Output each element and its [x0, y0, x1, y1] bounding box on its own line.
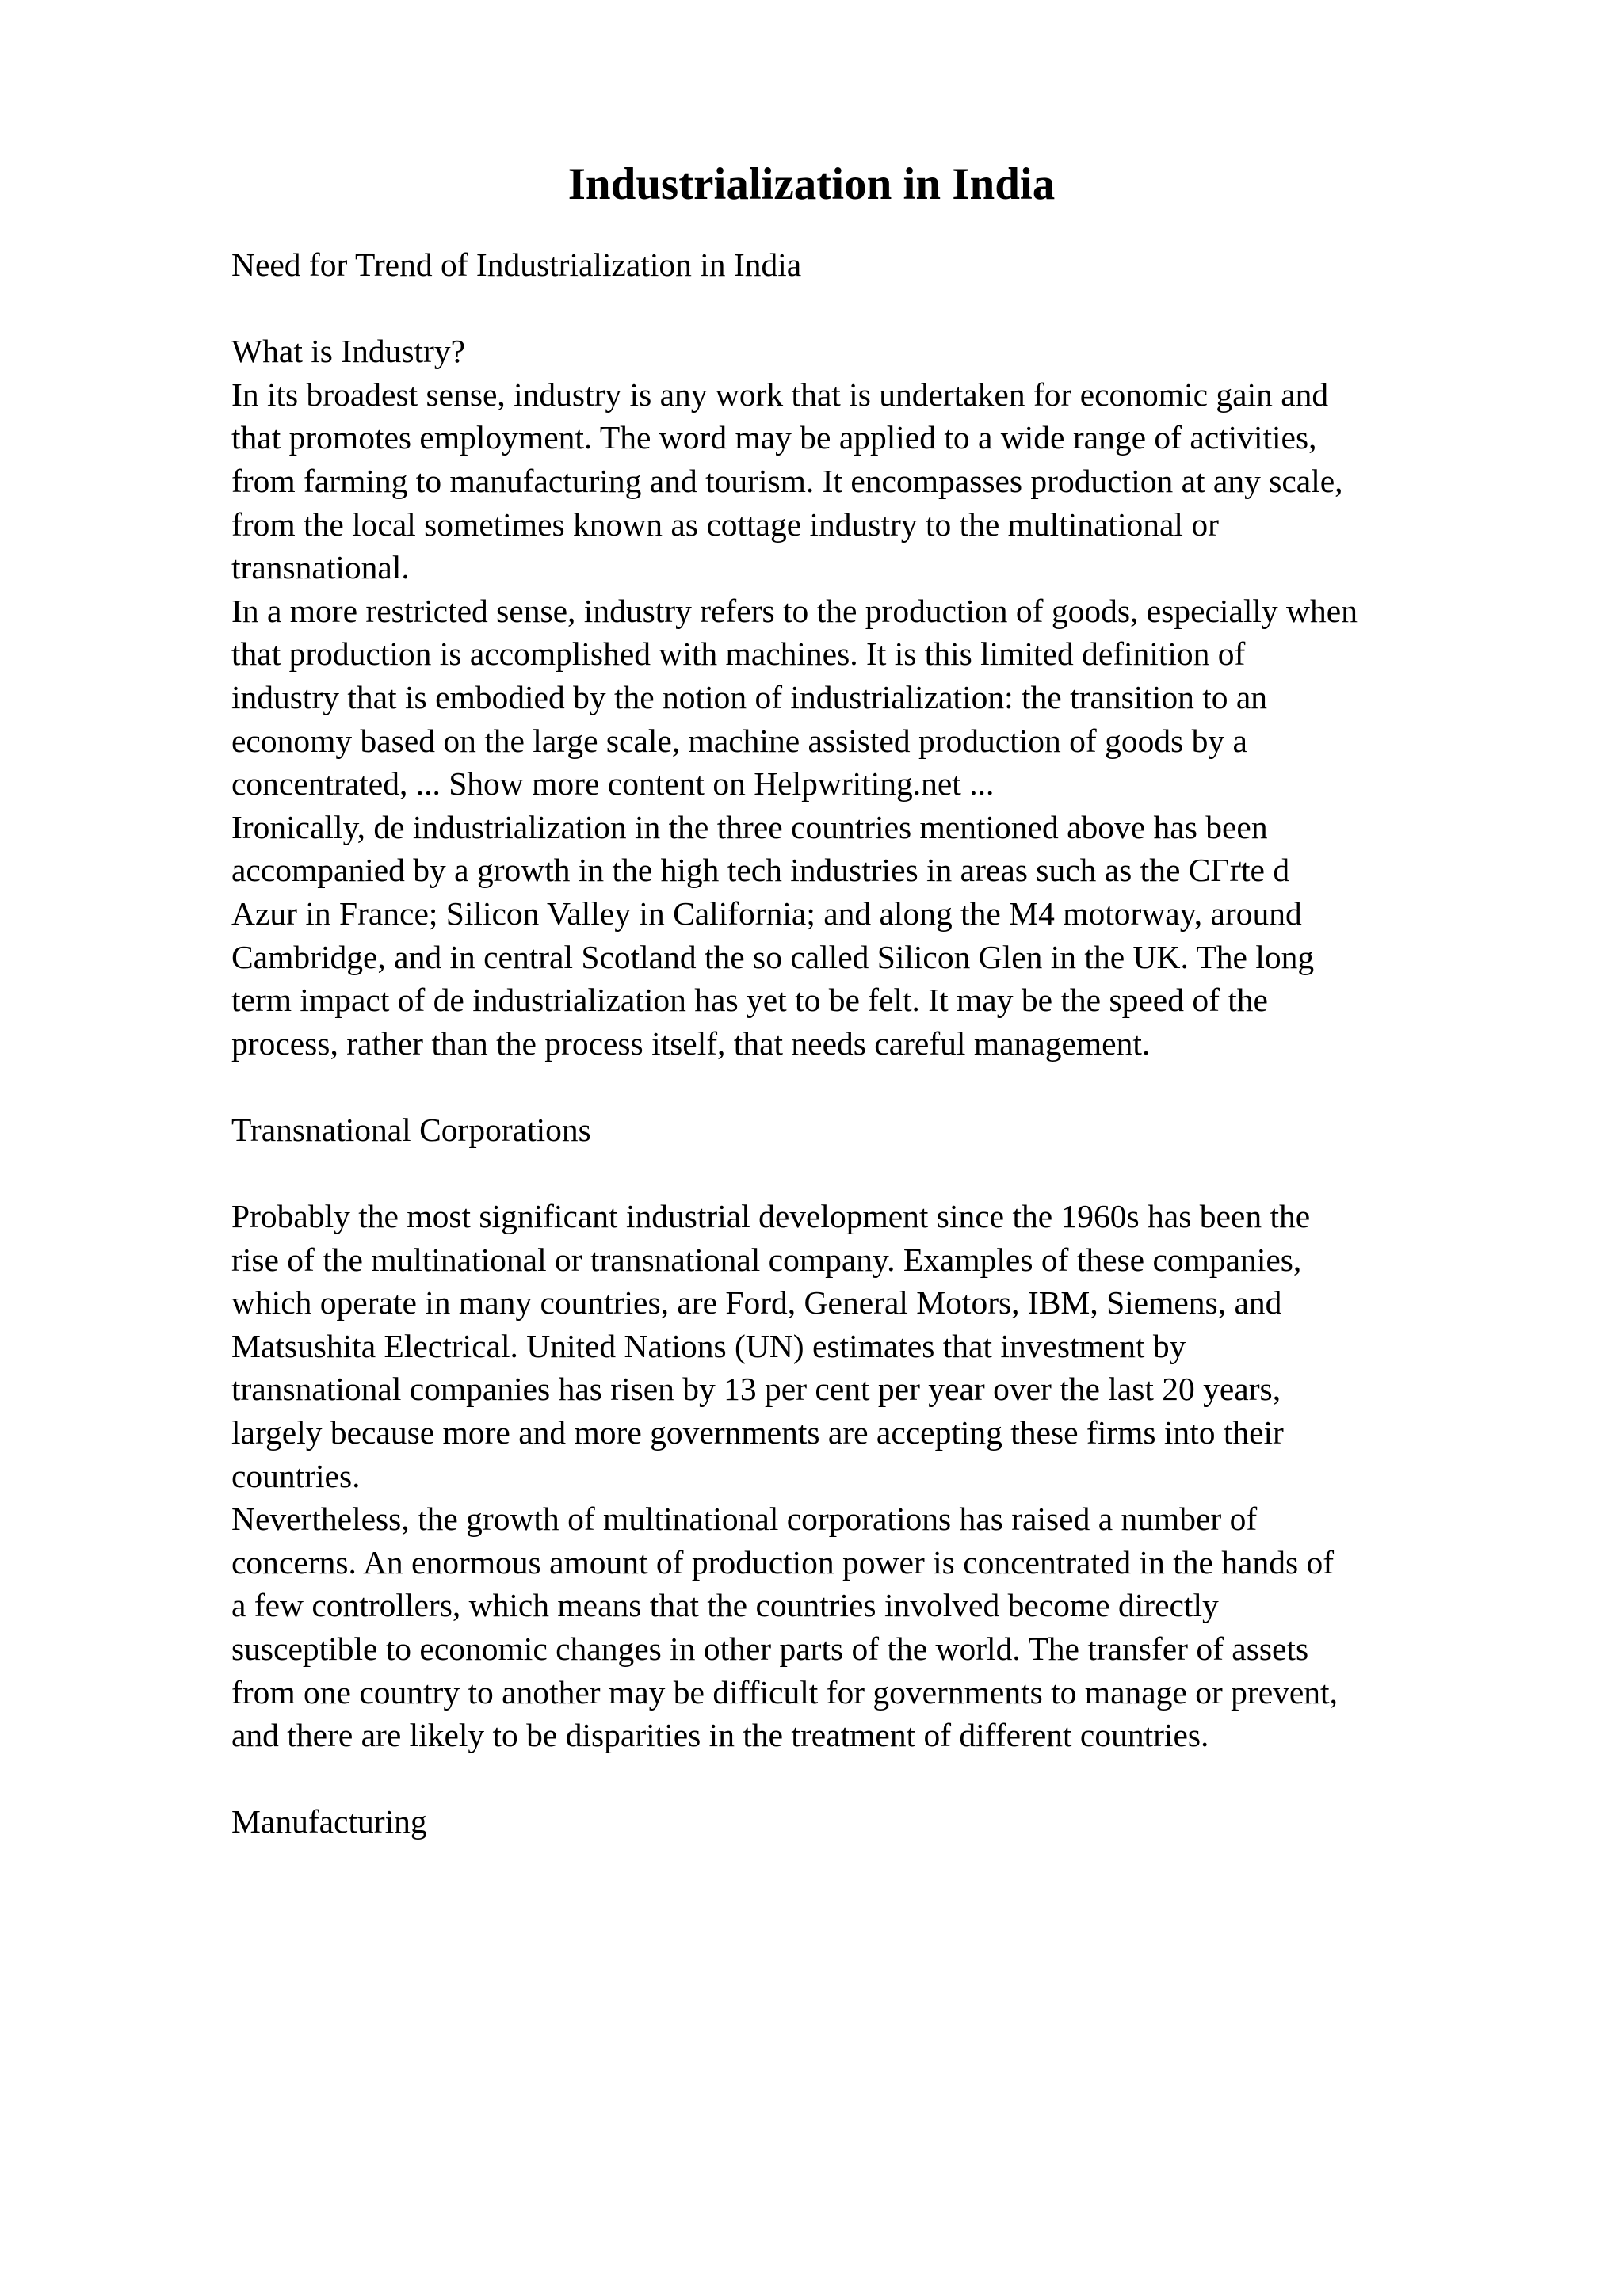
paragraph-transnational-concerns	[231, 1497, 1610, 1757]
text-line: concerns. An enormous amount of production power is concentrated in the hands of	[231, 1543, 1335, 1581]
text-line: process, rather than the process itself, that needs careful management.	[231, 1024, 1151, 1062]
paragraph-industry-restricted-sense	[231, 589, 1610, 806]
text-line: countries.	[231, 1457, 361, 1494]
section-heading-manufacturing: Manufacturing	[231, 1803, 427, 1840]
section-heading-transnational-corporations: Transnational Corporations	[231, 1111, 591, 1148]
paragraph-de-industrialization	[231, 806, 1610, 1066]
text-line: Cambridge, and in central Scotland the so called Silicon Glen in the UK. The long	[231, 938, 1315, 975]
text-line: In its broadest sense, industry is any work that is undertaken for economic gain and	[231, 376, 1329, 413]
text-line: which operate in many countries, are Ford, General Motors, IBM, Siemens, and	[231, 1284, 1282, 1322]
text-line: Azur in France; Silicon Valley in California; and along the M4 motorway, around	[231, 894, 1302, 932]
text-line: susceptible to economic changes in other parts of the world. The transfer of assets	[231, 1630, 1309, 1667]
text-line: that production is accomplished with machines. It is this limited definition of	[231, 635, 1246, 673]
text-line: economy based on the large scale, machine assisted production of goods by a	[231, 722, 1247, 759]
text-line: transnational.	[231, 549, 410, 586]
text-line: from farming to manufacturing and tourism. It encompasses production at any scale,	[231, 462, 1343, 499]
spacer	[231, 1151, 1610, 1195]
spacer	[231, 1065, 1610, 1108]
text-line: term impact of de industrialization has yet to be felt. It may be the speed of the	[231, 982, 1268, 1019]
text-line: Probably the most significant industrial development since the 1960s has been the	[231, 1198, 1311, 1235]
section-heading-what-is-industry: What is Industry?	[231, 333, 466, 370]
spacer	[231, 287, 1610, 330]
paragraph-transnational-rise	[231, 1195, 1610, 1497]
spacer	[231, 1757, 1610, 1801]
text-line: and there are likely to be disparities in the treatment of different countries.	[231, 1717, 1209, 1754]
text-line: a few controllers, which means that the countries involved become directly	[231, 1587, 1219, 1624]
text-line: largely because more and more governments are accepting these firms into their	[231, 1414, 1284, 1451]
text-line: rise of the multinational or transnational company. Examples of these companies,	[231, 1241, 1302, 1278]
text-line: Nevertheless, the growth of multinational corporations has raised a number of	[231, 1501, 1258, 1538]
text-line: from the local sometimes known as cottage industry to the multinational or	[231, 505, 1219, 543]
text-line: industry that is embodied by the notion of industrialization: the transition to an	[231, 678, 1268, 715]
text-line: accompanied by a growth in the high tech industries in areas such as the CГґte d	[231, 852, 1290, 889]
text-line: Ironically, de industrialization in the three countries mentioned above has been	[231, 808, 1268, 845]
text-line: transnational companies has risen by 13 per cent per year over the last 20 years,	[231, 1371, 1281, 1408]
text-line: In a more restricted sense, industry refers to the production of goods, especially when	[231, 592, 1358, 629]
document-body	[231, 243, 1610, 1844]
text-line: Matsushita Electrical. United Nations (UN) estimates that investment by	[231, 1327, 1186, 1364]
text-line: concentrated, ... Show more content on Helpwriting.net ...	[231, 765, 995, 803]
paragraph-industry-broad-sense	[231, 373, 1610, 589]
text-line: that promotes employment. The word may be applied to a wide range of activities,	[231, 419, 1317, 456]
document-subtitle: Need for Trend of Industrialization in India	[231, 246, 802, 283]
document-title: Industrialization in India	[567, 159, 1056, 209]
text-line: from one country to another may be difficult for governments to manage or prevent,	[231, 1673, 1338, 1711]
